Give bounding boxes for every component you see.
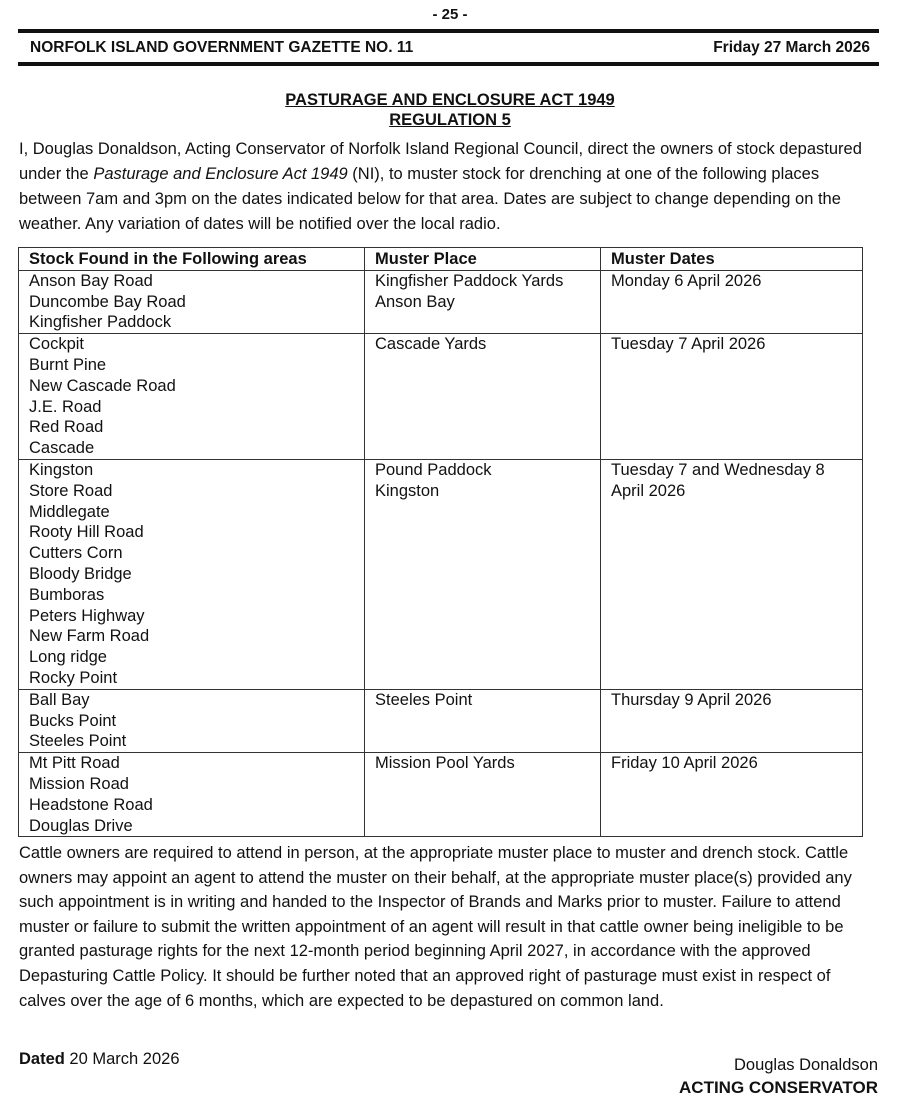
muster-place-line: Anson Bay bbox=[375, 292, 455, 311]
muster-dates-cell: Tuesday 7 and Wednesday 8 April 2026 bbox=[601, 459, 863, 689]
intro-paragraph bbox=[19, 137, 879, 237]
dated-line bbox=[19, 1050, 180, 1069]
area-name: Duncombe Bay Road bbox=[29, 292, 186, 311]
muster-table-body bbox=[19, 270, 863, 837]
area-name: Anson Bay Road bbox=[29, 271, 153, 290]
table-row bbox=[19, 459, 863, 689]
intro-act-name: Pasturage and Enclosure Act 1949 bbox=[93, 165, 348, 183]
closing-paragraph: Cattle owners are required to attend in person, at the appropriate muster place to muster and drench stock. Cattle owners may appoint an agent to attend the muster on their behalf, at the appropriate muster place(s) provided any such appointment is in writing and handed to the Inspector of Brands and Marks prior to muster. Failure to attend muster or failure to submit the written appointment of an agent will result in that cattle owner being ineligible to be granted pasturage rights for the next 12-month period beginning April 2027, in accordance with the approved Depasturing Cattle Policy. It should be further noted that an approved right of pasturage must exist in respect of calves over the age of 6 months, which are expected to be depastured on common land. bbox=[19, 844, 852, 1010]
area-name: Steeles Point bbox=[29, 732, 127, 751]
muster-place-cell bbox=[365, 753, 601, 837]
areas-cell bbox=[19, 689, 365, 752]
area-name: Red Road bbox=[29, 418, 104, 437]
page-number: - 25 - bbox=[432, 6, 468, 23]
area-name: Douglas Drive bbox=[29, 816, 133, 835]
muster-place-cell bbox=[365, 270, 601, 333]
areas-cell bbox=[19, 753, 365, 837]
area-name: J.E. Road bbox=[29, 397, 102, 416]
muster-place-cell bbox=[365, 334, 601, 460]
table-header-row bbox=[19, 248, 863, 271]
area-name: Mission Road bbox=[29, 774, 129, 793]
notice-title bbox=[0, 90, 900, 130]
area-name: Rooty Hill Road bbox=[29, 523, 144, 542]
area-name: Cascade bbox=[29, 439, 95, 458]
table-row bbox=[19, 753, 863, 837]
area-name: Store Road bbox=[29, 481, 113, 500]
area-name: Kingfisher Paddock bbox=[29, 313, 172, 332]
area-name: Cockpit bbox=[29, 335, 85, 354]
act-title: PASTURAGE AND ENCLOSURE ACT 1949 bbox=[285, 91, 615, 109]
area-name: Rocky Point bbox=[29, 668, 118, 687]
intro-text-part1: I, Douglas Donaldson, Acting Conservator of Norfolk Island Regional Council, direct the owners of stock depastured under the bbox=[19, 140, 862, 183]
dated-value: 20 March 2026 bbox=[64, 1050, 180, 1068]
areas-cell bbox=[19, 334, 365, 460]
areas-cell bbox=[19, 270, 365, 333]
regulation-title: REGULATION 5 bbox=[389, 111, 511, 129]
muster-place-line: Mission Pool Yards bbox=[375, 754, 515, 773]
muster-place-line: Steeles Point bbox=[375, 690, 473, 709]
table-row bbox=[19, 334, 863, 460]
area-name: Ball Bay bbox=[29, 690, 90, 709]
area-name: New Cascade Road bbox=[29, 376, 176, 395]
gazette-name: NORFOLK ISLAND GOVERNMENT GAZETTE NO. 11 bbox=[30, 39, 414, 56]
area-name: Cutters Corn bbox=[29, 544, 123, 563]
areas-cell bbox=[19, 459, 365, 689]
header-areas: Stock Found in the Following areas bbox=[19, 248, 365, 271]
area-name: Headstone Road bbox=[29, 795, 153, 814]
muster-place-line: Kingfisher Paddock Yards bbox=[375, 271, 564, 290]
muster-place-cell bbox=[365, 689, 601, 752]
area-name: Bucks Point bbox=[29, 711, 117, 730]
area-name: Peters Highway bbox=[29, 606, 145, 625]
muster-place-line: Pound Paddock bbox=[375, 460, 492, 479]
table-row bbox=[19, 689, 863, 752]
muster-dates-cell: Monday 6 April 2026 bbox=[601, 270, 863, 333]
muster-place-line: Cascade Yards bbox=[375, 335, 487, 354]
muster-place-line: Kingston bbox=[375, 481, 440, 500]
muster-place-cell bbox=[365, 459, 601, 689]
header-muster-dates: Muster Dates bbox=[601, 248, 863, 271]
muster-dates-cell: Tuesday 7 April 2026 bbox=[601, 334, 863, 460]
gazette-date: Friday 27 March 2026 bbox=[713, 39, 870, 56]
area-name: Kingston bbox=[29, 460, 94, 479]
area-name: Bloody Bridge bbox=[29, 564, 132, 583]
muster-dates-cell: Thursday 9 April 2026 bbox=[601, 689, 863, 752]
signer-title: ACTING CONSERVATOR bbox=[679, 1078, 878, 1097]
area-name: New Farm Road bbox=[29, 627, 150, 646]
header-muster-place: Muster Place bbox=[365, 248, 601, 271]
intro-text-part2: (NI), to muster stock for drenching at one of the following places between 7am and 3pm on the dates indicated below for that area. Dates are subject to change depending on the weather. Any variation of dates will be notified over the local radio. bbox=[19, 165, 841, 233]
dated-label: Dated bbox=[19, 1050, 65, 1068]
gazette-header bbox=[30, 39, 870, 59]
table-row bbox=[19, 270, 863, 333]
muster-schedule-table bbox=[18, 247, 863, 837]
area-name: Bumboras bbox=[29, 585, 105, 604]
area-name: Long ridge bbox=[29, 648, 107, 667]
area-name: Middlegate bbox=[29, 502, 110, 521]
signer-name: Douglas Donaldson bbox=[733, 1056, 878, 1074]
muster-dates-cell: Friday 10 April 2026 bbox=[601, 753, 863, 837]
header-bottom-rule bbox=[18, 62, 879, 66]
area-name: Burnt Pine bbox=[29, 355, 107, 374]
header-top-rule bbox=[18, 29, 879, 33]
area-name: Mt Pitt Road bbox=[29, 754, 120, 773]
